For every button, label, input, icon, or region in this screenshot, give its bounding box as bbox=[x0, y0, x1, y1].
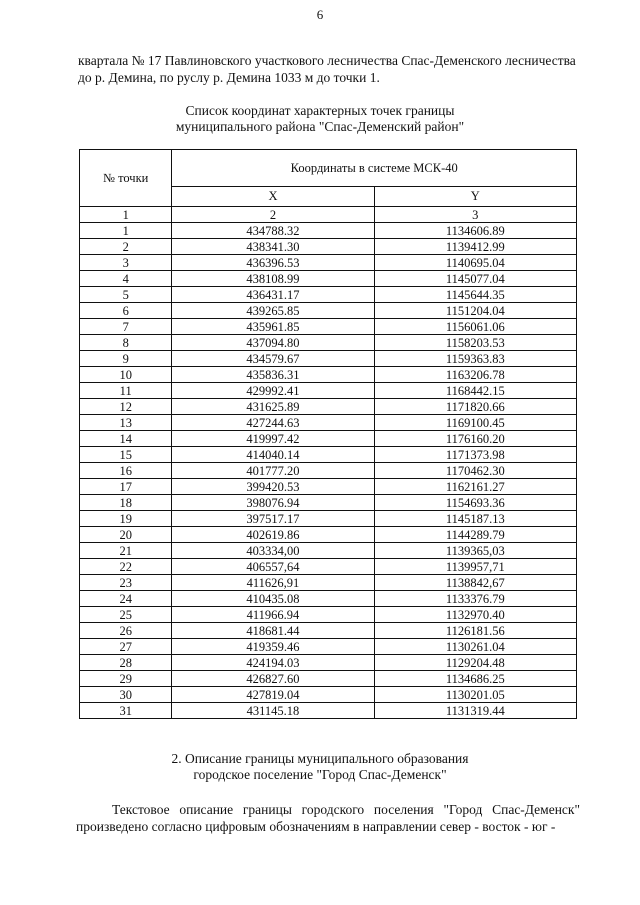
y-coordinate-cell: 1162161.27 bbox=[374, 479, 576, 495]
table-row bbox=[80, 479, 577, 495]
table-row bbox=[80, 543, 577, 559]
y-coordinate-cell: 1145077.04 bbox=[374, 271, 576, 287]
point-number-cell: 4 bbox=[80, 271, 172, 287]
table-title-line-1: Список координат характерных точек границы bbox=[185, 103, 455, 118]
y-coordinate-cell: 1129204.48 bbox=[374, 655, 576, 671]
point-number-cell: 8 bbox=[80, 335, 172, 351]
table-title bbox=[0, 103, 640, 135]
x-coordinate-cell: 435836.31 bbox=[172, 367, 374, 383]
table-row bbox=[80, 303, 577, 319]
x-coordinate-cell: 438341.30 bbox=[172, 239, 374, 255]
x-coordinate-cell: 402619.86 bbox=[172, 527, 374, 543]
point-number-cell: 29 bbox=[80, 671, 172, 687]
section-title bbox=[0, 751, 640, 783]
y-coordinate-cell: 1170462.30 bbox=[374, 463, 576, 479]
y-coordinate-cell: 1144289.79 bbox=[374, 527, 576, 543]
x-coordinate-cell: 436396.53 bbox=[172, 255, 374, 271]
y-coordinate-cell: 1151204.04 bbox=[374, 303, 576, 319]
point-number-cell: 3 bbox=[80, 255, 172, 271]
header-y: Y bbox=[374, 186, 576, 206]
table-row bbox=[80, 575, 577, 591]
header-point-number: № точки bbox=[80, 150, 172, 207]
point-number-cell: 27 bbox=[80, 639, 172, 655]
intro-paragraph: квартала № 17 Павлиновского участкового лесничества Спас-Деменского лесничества до р. Демина, по руслу р. Демина 1033 м до точки 1. bbox=[78, 53, 576, 85]
header-x: X bbox=[172, 186, 374, 206]
point-number-cell: 6 bbox=[80, 303, 172, 319]
y-coordinate-cell: 1139957,71 bbox=[374, 559, 576, 575]
y-coordinate-cell: 1158203.53 bbox=[374, 335, 576, 351]
point-number-cell: 19 bbox=[80, 511, 172, 527]
y-coordinate-cell: 1133376.79 bbox=[374, 591, 576, 607]
y-coordinate-cell: 1154693.36 bbox=[374, 495, 576, 511]
x-coordinate-cell: 438108.99 bbox=[172, 271, 374, 287]
y-coordinate-cell: 1156061.06 bbox=[374, 319, 576, 335]
table-row bbox=[80, 319, 577, 335]
table-row bbox=[80, 703, 577, 719]
x-coordinate-cell: 424194.03 bbox=[172, 655, 374, 671]
table-row bbox=[80, 655, 577, 671]
x-coordinate-cell: 418681.44 bbox=[172, 623, 374, 639]
table-row bbox=[80, 607, 577, 623]
point-number-cell: 20 bbox=[80, 527, 172, 543]
table-row bbox=[80, 495, 577, 511]
x-coordinate-cell: 436431.17 bbox=[172, 287, 374, 303]
point-number-cell: 7 bbox=[80, 319, 172, 335]
y-coordinate-cell: 1132970.40 bbox=[374, 607, 576, 623]
point-number-cell: 28 bbox=[80, 655, 172, 671]
x-coordinate-cell: 427244.63 bbox=[172, 415, 374, 431]
y-coordinate-cell: 1163206.78 bbox=[374, 367, 576, 383]
table-row bbox=[80, 639, 577, 655]
y-coordinate-cell: 1139365,03 bbox=[374, 543, 576, 559]
x-coordinate-cell: 439265.85 bbox=[172, 303, 374, 319]
table-row bbox=[80, 415, 577, 431]
point-number-cell: 23 bbox=[80, 575, 172, 591]
x-coordinate-cell: 435961.85 bbox=[172, 319, 374, 335]
table-row bbox=[80, 399, 577, 415]
y-coordinate-cell: 1168442.15 bbox=[374, 383, 576, 399]
table-row bbox=[80, 223, 577, 239]
point-number-cell: 9 bbox=[80, 351, 172, 367]
point-number-cell: 24 bbox=[80, 591, 172, 607]
table-row bbox=[80, 527, 577, 543]
y-coordinate-cell: 1134606.89 bbox=[374, 223, 576, 239]
x-coordinate-cell: 419997.42 bbox=[172, 431, 374, 447]
point-number-cell: 26 bbox=[80, 623, 172, 639]
table-row bbox=[80, 591, 577, 607]
point-number-cell: 31 bbox=[80, 703, 172, 719]
table-row bbox=[80, 335, 577, 351]
x-coordinate-cell: 431625.89 bbox=[172, 399, 374, 415]
column-index-cell: 1 bbox=[80, 207, 172, 223]
page-number: 6 bbox=[316, 7, 324, 22]
x-coordinate-cell: 403334,00 bbox=[172, 543, 374, 559]
coordinates-table bbox=[79, 149, 577, 719]
x-coordinate-cell: 411626,91 bbox=[172, 575, 374, 591]
point-number-cell: 13 bbox=[80, 415, 172, 431]
x-coordinate-cell: 414040.14 bbox=[172, 447, 374, 463]
x-coordinate-cell: 426827.60 bbox=[172, 671, 374, 687]
y-coordinate-cell: 1139412.99 bbox=[374, 239, 576, 255]
x-coordinate-cell: 401777.20 bbox=[172, 463, 374, 479]
table-row bbox=[80, 623, 577, 639]
y-coordinate-cell: 1145187.13 bbox=[374, 511, 576, 527]
table-row bbox=[80, 447, 577, 463]
table-row bbox=[80, 671, 577, 687]
point-number-cell: 15 bbox=[80, 447, 172, 463]
column-index-cell: 2 bbox=[172, 207, 374, 223]
x-coordinate-cell: 406557,64 bbox=[172, 559, 374, 575]
y-coordinate-cell: 1131319.44 bbox=[374, 703, 576, 719]
x-coordinate-cell: 427819.04 bbox=[172, 687, 374, 703]
coordinates-table-body bbox=[80, 223, 577, 719]
y-coordinate-cell: 1138842,67 bbox=[374, 575, 576, 591]
x-coordinate-cell: 431145.18 bbox=[172, 703, 374, 719]
x-coordinate-cell: 399420.53 bbox=[172, 479, 374, 495]
point-number-cell: 11 bbox=[80, 383, 172, 399]
section-title-line-1: 2. Описание границы муниципального образования bbox=[171, 751, 469, 766]
point-number-cell: 17 bbox=[80, 479, 172, 495]
x-coordinate-cell: 411966.94 bbox=[172, 607, 374, 623]
point-number-cell: 21 bbox=[80, 543, 172, 559]
x-coordinate-cell: 429992.41 bbox=[172, 383, 374, 399]
table-row bbox=[80, 687, 577, 703]
point-number-cell: 1 bbox=[80, 223, 172, 239]
point-number-cell: 14 bbox=[80, 431, 172, 447]
table-row bbox=[80, 383, 577, 399]
table-row bbox=[80, 287, 577, 303]
column-index-row bbox=[80, 207, 577, 223]
y-coordinate-cell: 1145644.35 bbox=[374, 287, 576, 303]
point-number-cell: 5 bbox=[80, 287, 172, 303]
y-coordinate-cell: 1130201.05 bbox=[374, 687, 576, 703]
point-number-cell: 25 bbox=[80, 607, 172, 623]
point-number-cell: 2 bbox=[80, 239, 172, 255]
table-row bbox=[80, 351, 577, 367]
y-coordinate-cell: 1159363.83 bbox=[374, 351, 576, 367]
point-number-cell: 10 bbox=[80, 367, 172, 383]
table-row bbox=[80, 367, 577, 383]
column-index-cell: 3 bbox=[374, 207, 576, 223]
table-title-line-2: муниципального района "Спас-Деменский район" bbox=[175, 119, 465, 134]
body-paragraph: Текстовое описание границы городского поселения "Город Спас-Деменск" произведено согласно цифровым обозначениям в направлении север - восток - юг - bbox=[76, 802, 580, 834]
point-number-cell: 22 bbox=[80, 559, 172, 575]
table-row bbox=[80, 239, 577, 255]
y-coordinate-cell: 1171820.66 bbox=[374, 399, 576, 415]
table-row bbox=[80, 431, 577, 447]
point-number-cell: 18 bbox=[80, 495, 172, 511]
table-row bbox=[80, 255, 577, 271]
x-coordinate-cell: 397517.17 bbox=[172, 511, 374, 527]
point-number-cell: 16 bbox=[80, 463, 172, 479]
y-coordinate-cell: 1140695.04 bbox=[374, 255, 576, 271]
point-number-cell: 30 bbox=[80, 687, 172, 703]
y-coordinate-cell: 1176160.20 bbox=[374, 431, 576, 447]
y-coordinate-cell: 1126181.56 bbox=[374, 623, 576, 639]
x-coordinate-cell: 398076.94 bbox=[172, 495, 374, 511]
y-coordinate-cell: 1171373.98 bbox=[374, 447, 576, 463]
x-coordinate-cell: 434788.32 bbox=[172, 223, 374, 239]
table-row bbox=[80, 559, 577, 575]
y-coordinate-cell: 1169100.45 bbox=[374, 415, 576, 431]
header-coordinate-system: Координаты в системе МСК-40 bbox=[172, 150, 577, 187]
point-number-cell: 12 bbox=[80, 399, 172, 415]
table-row bbox=[80, 511, 577, 527]
x-coordinate-cell: 434579.67 bbox=[172, 351, 374, 367]
section-title-line-2: городское поселение "Город Спас-Деменск" bbox=[193, 767, 447, 782]
x-coordinate-cell: 410435.08 bbox=[172, 591, 374, 607]
x-coordinate-cell: 437094.80 bbox=[172, 335, 374, 351]
y-coordinate-cell: 1130261.04 bbox=[374, 639, 576, 655]
x-coordinate-cell: 419359.46 bbox=[172, 639, 374, 655]
table-row bbox=[80, 271, 577, 287]
y-coordinate-cell: 1134686.25 bbox=[374, 671, 576, 687]
table-row bbox=[80, 463, 577, 479]
